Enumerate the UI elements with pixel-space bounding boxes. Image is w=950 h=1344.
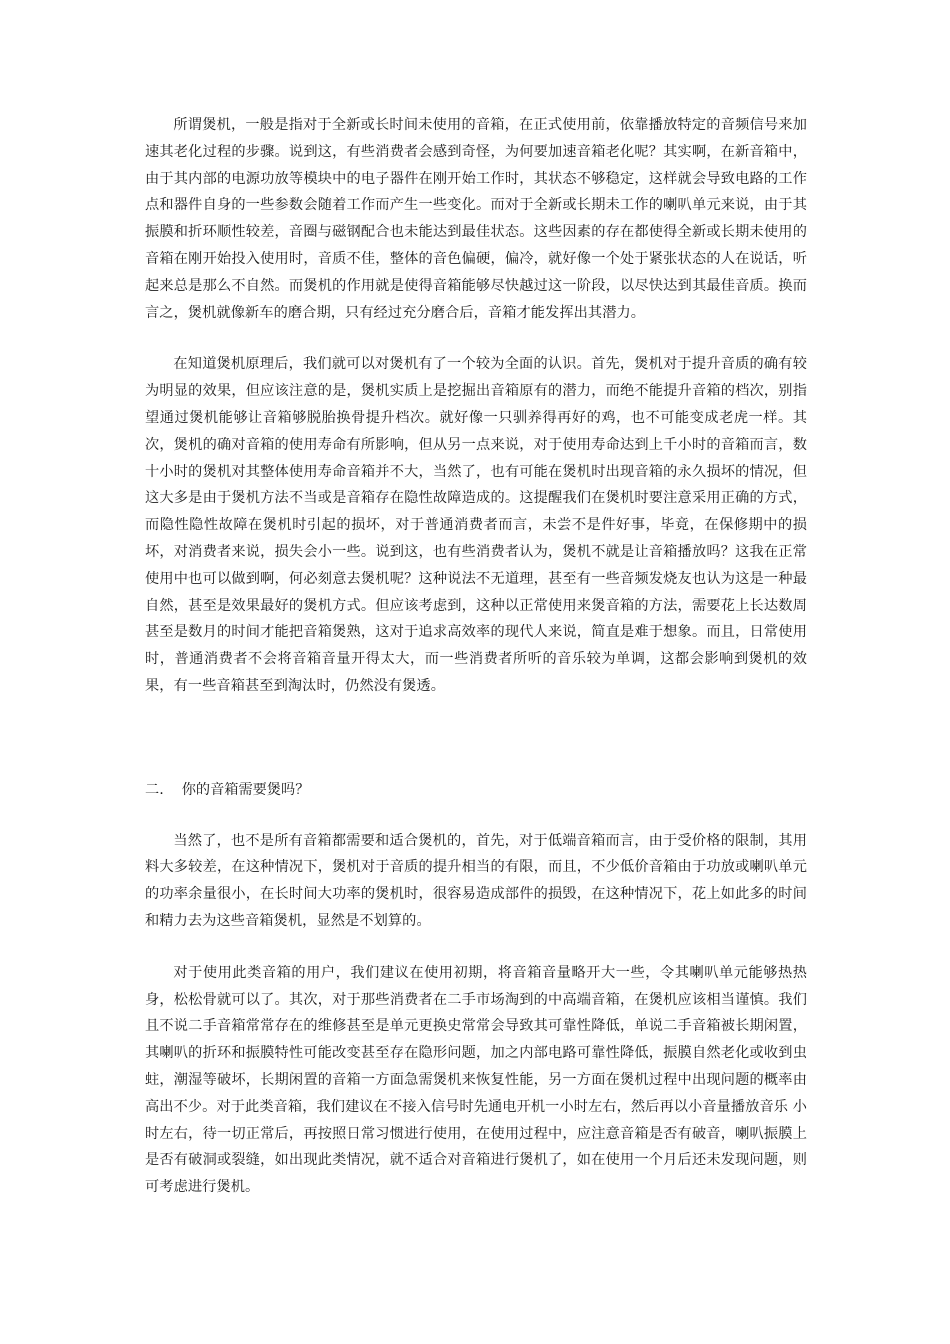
document-page <box>145 112 807 1201</box>
paragraph-spacer <box>145 326 807 351</box>
section-heading: 二. 你的音箱需要煲吗？ <box>145 781 310 798</box>
section-spacer <box>145 700 807 777</box>
paragraph-second-hand-speakers: 对于使用此类音箱的用户，我们建议在使用初期，将音箱音量略开大一些，令其喇叭单元能够热热身，松松骨就可以了。其次，对于那些消费者在二手市场淘到的中高端音箱，在煲机应该相当谨慎。我们且不说二手音箱常常存在的维修甚至是单元更换史常常会导致其可靠性降低，单说二手音箱被长期闲置，其喇叭的折环和振膜特性可能改变甚至存在隐形问题，加之内部电路可靠性降低，振膜自然老化或收到虫蛀，潮湿等破坏，长期闲置的音箱一方面急需煲机来恢复性能，另一方面在煲机过程中出现问题的概率由高出不少。对于此类音箱，我们建议在不接入信号时先通电开机一小时左右，然后再以小音量播放音乐 小时左右，待一切正常后，再按照日常习惯进行使用，在使用过程中，应注意音箱是否有破音，喇叭振膜上是否有破洞或裂缝，如出现此类情况，就不适合对音箱进行煲机了，如在使用一个月后还未发现问题，则可考虑进行煲机。 <box>145 964 807 1196</box>
paragraph-burn-in-understanding: 在知道煲机原理后，我们就可以对煲机有了一个较为全面的认识。首先，煲机对于提升音质的确有较为明显的效果，但应该注意的是，煲机实质上是挖掘出音箱原有的潜力，而绝不能提升音箱的档次，别指望通过煲机能够让音箱够脱胎换骨提升档次。就好像一只驯养得再好的鸡，也不可能变成老虎一样。其次，煲机的确对音箱的使用寿命有所影响，但从另一点来说，对于使用寿命达到上千小时的音箱而言，数十小时的煲机对其整体使用寿命音箱并不大，当然了，也有可能在煲机时出现音箱的永久损坏的情况，但这大多是由于煲机方法不当或是音箱存在隐性故障造成的。这提醒我们在煲机时要注意采用正确的方式，而隐性隐性故障在煲机时引起的损坏，对于普通消费者而言，未尝不是件好事，毕竟，在保修期中的损坏，对消费者来说，损失会小一些。说到这，也有些消费者认为，煲机不就是让音箱播放吗？这我在正常使用中也可以做到啊，何必刻意去煲机呢？这种说法不无道理，甚至有一些音频发烧友也认为这是一种最自然，甚至是效果最好的煲机方式。但应该考虑到，这种以正常使用来煲音箱的方法，需要花上长达数周甚至是数月的时间才能把音箱煲熟，这对于追求高效率的现代人来说，简直是难于想象。而且，日常使用时，普通消费者不会将音箱音量开得太大，而一些消费者所听的音乐较为单调，这都会影响到煲机的效果，有一些音箱甚至到淘汰时，仍然没有煲透。 <box>145 356 807 694</box>
paragraph-spacer <box>145 804 807 828</box>
paragraph-low-end-speakers: 当然了，也不是所有音箱都需要和适合煲机的，首先，对于低端音箱而言，由于受价格的限制，其用料大多较差，在这种情况下，煲机对于音质的提升相当的有限，而且，不少低价音箱由于功放或喇叭单元的功率余量很小，在长时间大功率的煲机时，很容易造成部件的损毁，在这种情况下，花上如此多的时间和精力去为这些音箱煲机，显然是不划算的。 <box>145 832 807 929</box>
paragraph-spacer <box>145 935 807 960</box>
paragraph-burn-in-definition: 所谓煲机，一般是指对于全新或长时间未使用的音箱，在正式使用前，依靠播放特定的音频信号来加速其老化过程的步骤。说到这，有些消费者会感到奇怪，为何要加速音箱老化呢？其实啊，在新音箱中，由于其内部的电源功放等模块中的电子器件在刚开始工作时，其状态不够稳定，这样就会导致电路的工作点和器件自身的一些参数会随着工作而产生一些变化。而对于全新或长期未工作的喇叭单元来说，由于其振膜和折环顺性较差，音圈与磁钢配合也未能达到最佳状态。这些因素的存在都使得全新或长期未使用的音箱在刚开始投入使用时，音质不佳，整体的音色偏硬，偏冷，就好像一个处于紧张状态的人在说话，听起来总是那么不自然。而煲机的作用就是使得音箱能够尽快越过这一阶段，以尽快达到其最佳音质。换而言之，煲机就像新车的磨合期，只有经过充分磨合后，音箱才能发挥出其潜力。 <box>145 117 807 321</box>
